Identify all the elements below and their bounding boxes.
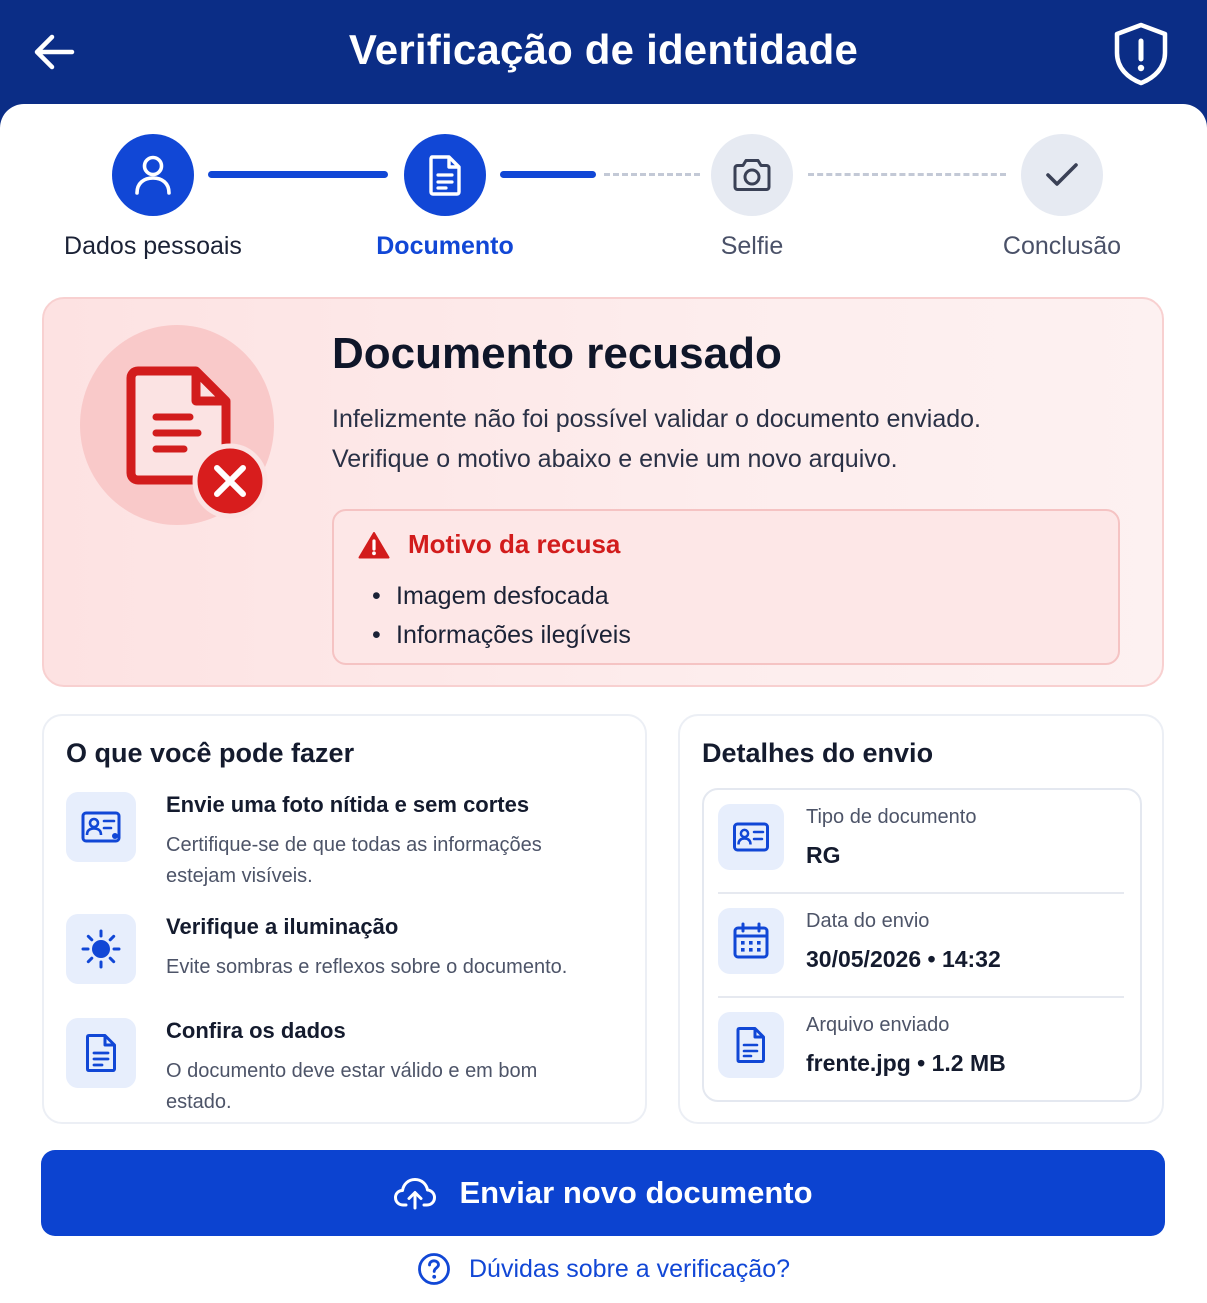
tip-item [66,1018,636,1118]
rejection-reason-box [332,509,1120,665]
tips-title: O que você pode fazer [66,738,355,768]
help-link-label: Dúvidas sobre a verificação? [469,1254,790,1283]
detail-icon-box [718,804,784,870]
tip-icon-box [66,1018,136,1088]
detail-label: Data do envio [806,910,930,932]
send-new-document-button[interactable] [41,1150,1165,1236]
step-label: Dados pessoais [64,232,242,260]
cloud-upload-icon [393,1175,437,1211]
help-circle-icon [417,1252,451,1286]
id-card-icon [732,821,770,853]
details-title: Detalhes do envio [702,738,934,768]
document-icon [84,1033,118,1073]
rejected-document-illustration [80,325,274,525]
tip-item [66,914,636,994]
id-card-icon [80,809,122,845]
verification-help-link[interactable] [0,1252,1207,1286]
reason-item: • Informações ilegíveis [372,616,631,655]
tip-title: Confira os dados [166,1018,346,1043]
detail-label: Tipo de documento [806,806,977,828]
tip-item [66,792,636,902]
warning-icon [358,531,390,559]
tip-description: Evite sombras e reflexos sobre o documento. [166,956,568,978]
tip-title: Envie uma foto nítida e sem cortes [166,792,530,817]
security-button[interactable] [1109,20,1173,88]
step-circle [711,134,793,216]
step-circle [404,134,486,216]
detail-value: frente.jpg • 1.2 MB [806,1050,1006,1076]
calendar-icon [732,922,770,960]
user-icon [133,153,173,197]
step-dados-pessoais[interactable] [28,134,278,261]
detail-row-uploaded-file [718,998,1124,1102]
check-icon [1043,159,1081,191]
reason-list [372,577,631,655]
content-sheet [0,104,1207,1303]
rejection-message-line: Verifique o motivo abaixo e envie um novo arquivo. [332,445,898,473]
tips-card [42,714,647,1124]
camera-icon [731,157,773,193]
page-title: Verificação de identidade [348,26,859,73]
step-label: Selfie [720,232,784,260]
tip-description: O documento deve estar válido e em bom estado. [166,1060,538,1113]
submission-details-card [678,714,1164,1124]
reason-item: • Imagem desfocada [372,577,631,616]
tip-title: Verifique a iluminação [166,914,399,939]
tip-icon-box [66,792,136,862]
step-selfie[interactable] [627,134,877,261]
detail-row-document-type [718,790,1124,894]
tip-icon-box [66,914,136,984]
tip-description: Certifique-se de que todas as informações estejam visíveis. [166,834,542,887]
send-new-document-label: Enviar novo documento [459,1175,813,1210]
step-documento[interactable] [320,134,570,261]
detail-label: Arquivo enviado [806,1014,950,1036]
detail-row-submission-date [718,894,1124,998]
document-rejected-icon [80,325,274,525]
detail-value: RG [806,842,841,868]
rejection-message-line: Infelizmente não foi possível validar o documento enviado. [332,405,981,433]
detail-icon-box [718,908,784,974]
rejection-message [332,399,981,479]
sun-icon [81,929,121,969]
step-circle [112,134,194,216]
rejection-title: Documento recusado [332,329,782,378]
reason-header [358,529,620,560]
document-icon [427,154,463,196]
detail-value: 30/05/2026 • 14:32 [806,946,1001,972]
shield-alert-icon [1111,21,1171,87]
reason-title: Motivo da recusa [408,529,621,559]
rejection-card [42,297,1164,687]
step-label: Conclusão [1002,232,1122,260]
step-label: Documento [376,232,514,260]
file-icon [735,1026,767,1064]
app-header [0,0,1207,110]
step-circle [1021,134,1103,216]
details-list [702,788,1142,1102]
step-conclusao[interactable] [937,134,1187,261]
detail-icon-box [718,1012,784,1078]
